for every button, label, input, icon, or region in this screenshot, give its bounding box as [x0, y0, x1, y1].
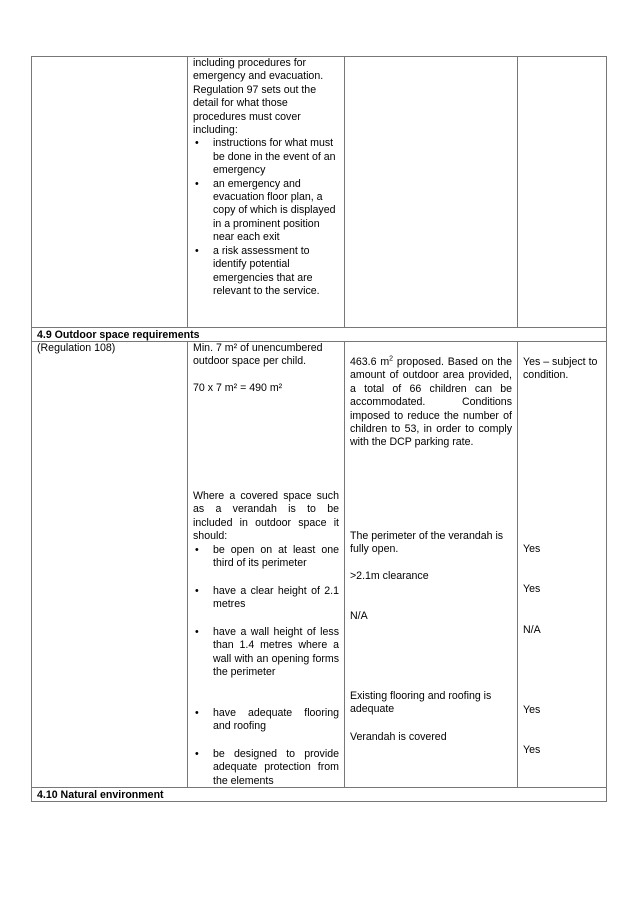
section-heading: 4.10 Natural environment	[37, 789, 164, 801]
list-item: • a risk assessment to identify potential emergencies that are relevant to the service.	[193, 245, 339, 299]
proposal-item: Verandah is covered	[350, 731, 447, 743]
section-heading: 4.9 Outdoor space requirements	[37, 329, 200, 341]
list-item: • have a clear height of 2.1 metres	[193, 585, 339, 612]
reference-cell	[32, 342, 187, 787]
section-heading-row	[31, 788, 607, 802]
compliance-table	[31, 56, 607, 802]
compliance-status: Yes	[523, 543, 541, 555]
compliance-status: Yes	[523, 704, 541, 716]
table-row	[31, 56, 607, 328]
list-item: • an emergency and evacuation floor plan, a copy of which is displayed in a prominent position near each exit	[193, 178, 339, 245]
requirement-intro: including procedures for emergency and evacuation. Regulation 97 sets out the detail for what those procedures must cover including:	[193, 57, 324, 137]
proposal-item: N/A	[350, 610, 368, 622]
proposal-item: The perimeter of the verandah is fully open.	[350, 530, 504, 556]
requirement-calculation: 70 x 7 m² = 490 m²	[193, 382, 283, 394]
proposal-outdoor-area: 463.6 $m^2$ proposed. Based on the amount of outdoor area provided, a total of 66 children can be accommodated. Conditions imposed to reduce the number of children to 53, in order to comply with the DCP parking rate.	[350, 355, 512, 449]
proposal-cell	[344, 342, 517, 787]
list-item: • be designed to provide adequate protection from the elements	[193, 748, 339, 788]
compliance-status: Yes	[523, 583, 541, 595]
section-heading-row	[31, 328, 607, 342]
list-item: • instructions for what must be done in the event of an emergency	[193, 137, 339, 177]
compliance-status: Yes – subject to condition.	[523, 356, 598, 382]
compliance-cell	[517, 57, 608, 327]
list-item: • be open on at least one third of its perimeter	[193, 544, 339, 571]
list-item: • have adequate flooring and roofing	[193, 707, 339, 734]
regulation-reference: (Regulation 108)	[37, 342, 116, 354]
reference-cell	[32, 57, 187, 327]
list-item: • have a wall height of less than 1.4 metres where a wall with an opening forms the perimeter	[193, 626, 339, 680]
requirement-cell	[187, 57, 344, 327]
proposal-item: >2.1m clearance	[350, 570, 429, 582]
table-row	[31, 342, 607, 788]
proposal-cell	[344, 57, 517, 327]
verandah-intro: Where a covered space such as a verandah is to be included in outdoor space it should:	[193, 490, 339, 543]
proposal-item: Existing flooring and roofing is adequate	[350, 690, 492, 716]
requirement-cell	[187, 342, 344, 787]
requirement-min-space: Min. 7 m² of unencumbered outdoor space per child.	[193, 342, 323, 368]
compliance-status: Yes	[523, 744, 541, 756]
compliance-status: N/A	[523, 624, 541, 636]
compliance-cell	[517, 342, 608, 787]
